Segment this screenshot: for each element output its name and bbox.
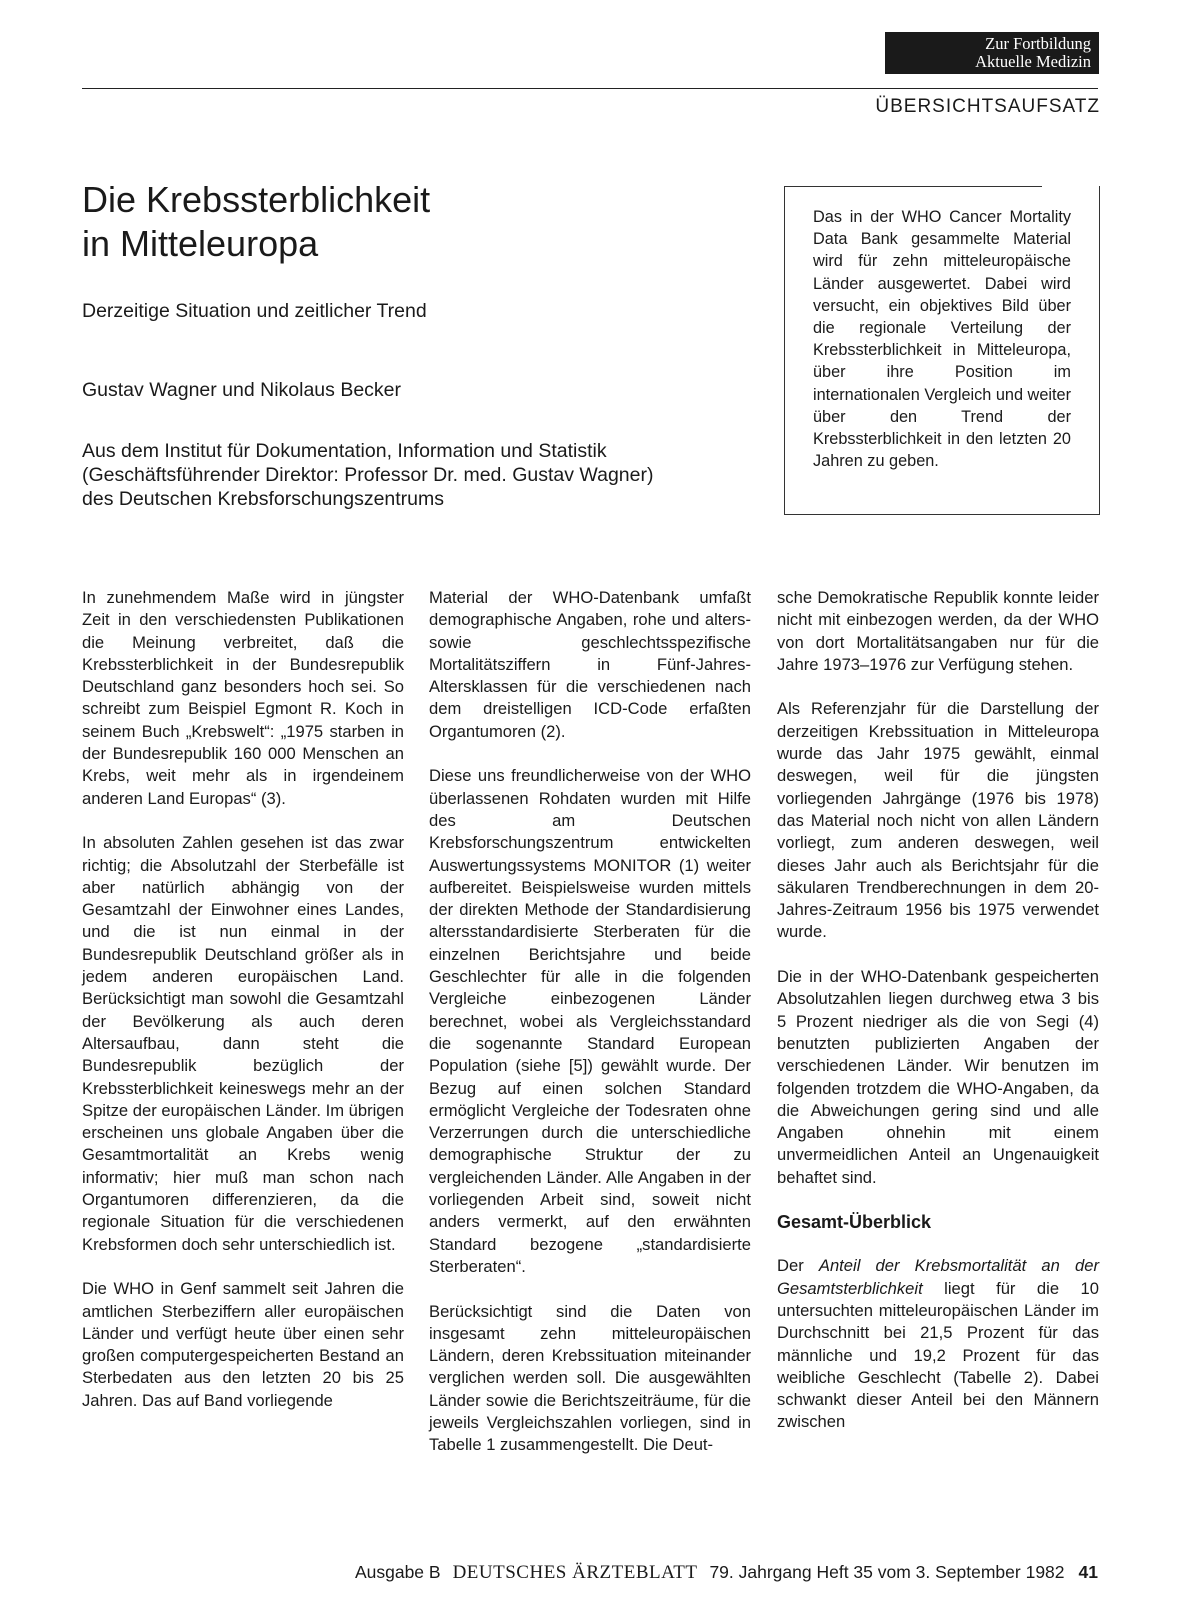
body-column-2 bbox=[429, 587, 751, 1479]
paragraph: Material der WHO-Datenbank umfaßt demographische Angaben, rohe und alters- sowie geschlechtsspezifische Mortalitätsziffern in Fünf-Jahres-Altersklassen für die verschiedenen nach dem dreistelligen ICD-Code erfaßten Organtumoren (2). bbox=[429, 588, 751, 741]
abstract-box bbox=[784, 186, 1100, 515]
title-line-2: in Mitteleuropa bbox=[82, 223, 319, 264]
abstract-bottom-rule bbox=[785, 514, 1099, 515]
article-authors: Gustav Wagner und Nikolaus Becker bbox=[82, 379, 402, 401]
body-column-1 bbox=[82, 587, 404, 1434]
paragraph: Berücksichtigt sind die Daten von insgesamt zehn mitteleuropäischen Ländern, deren Krebssituation miteinander verglichen werden soll. Die ausgewählten Länder sowie die Berichtszeiträume, für die jeweils Vergleichszahlen vorliegen, sind in Tabelle 1 zusammengestellt. Die Deut- bbox=[429, 1301, 751, 1455]
affiliation-line-1: Aus dem Institut für Dokumentation, Information und Statistik bbox=[82, 440, 607, 462]
body-column-3 bbox=[777, 587, 1099, 1456]
paragraph: Die in der WHO-Datenbank gespeicherten Absolutzahlen liegen durchweg etwa 3 bis 5 Prozent niedriger als die von Segi (4) benutzten publizierten Angaben der verschiedenen Länder. Wir benutzen im folgenden trotzdem die WHO-Angaben, da die Abweichungen gering sind und alle Angaben ohnehin mit einem unvermeidlichen Anteil an Ungenauigkeit behaftet sind. bbox=[777, 967, 1099, 1187]
footer-issue: 79. Jahrgang Heft 35 vom 3. September 1982 bbox=[709, 1562, 1065, 1582]
badge-line-2: Aktuelle Medizin bbox=[975, 52, 1091, 71]
paragraph: Die WHO in Genf sammelt seit Jahren die amtlichen Sterbeziffern aller europäischen Länder und verfügt heute über einen sehr großen computergespeicherten Bestand an Sterbedaten aus den letzten 20 bis 25 Jahren. Das auf Band vorliegende bbox=[82, 1279, 404, 1410]
page-footer bbox=[240, 1562, 1098, 1584]
text-run: liegt für die 10 untersuchten mitteleuropäischen Länder im Durchschnitt bei 21,5 Prozent für das männliche und 19,2 Prozent für das weibliche Geschlecht (Tabelle 2). Dabei schwankt dieser Anteil bei den Männern zwischen bbox=[777, 1278, 1099, 1432]
rubric-badge bbox=[885, 32, 1099, 74]
title-line-1: Die Krebssterblichkeit bbox=[82, 179, 431, 220]
affiliation-line-3: des Deutschen Krebsforschungszentrums bbox=[82, 488, 445, 510]
paragraph bbox=[777, 1255, 1099, 1433]
page-number: 41 bbox=[1078, 1562, 1098, 1582]
footer-journal-name: DEUTSCHES ÄRZTEBLATT bbox=[452, 1562, 698, 1583]
affiliation-line-2: (Geschäftsführender Direktor: Professor Dr. med. Gustav Wagner) bbox=[82, 464, 654, 486]
paragraph: sche Demokratische Republik konnte leider nicht mit einbezogen werden, da der WHO von dort Mortalitätsangaben nur für die Jahre 1973–1976 zur Verfügung stehen. bbox=[777, 588, 1099, 674]
badge-line-1: Zur Fortbildung bbox=[985, 34, 1091, 53]
section-label: ÜBERSICHTSAUFSATZ bbox=[875, 96, 1100, 117]
header-rule bbox=[82, 88, 1098, 89]
emphasis-text: Anteil der Krebsmortalität an der Gesamtsterblichkeit bbox=[777, 1256, 1099, 1298]
text-run: Der bbox=[777, 1256, 819, 1276]
abstract-top-rule bbox=[785, 186, 1042, 187]
paragraph: Diese uns freundlicherweise von der WHO überlassenen Rohdaten wurden mit Hilfe des am Deutschen Krebsforschungszentrum entwickelten Auswertungssystems MONITOR (1) weiter aufbereitet. Beispielsweise wurden mittels der direkten Methode der Standardisierung altersstandardisierte Sterberaten für die einzelnen Berichtsjahre und beide Geschlechter für alle in die folgenden Vergleiche einbezogenen Länder berechnet, wobei als Vergleichsstandard die sogenannte Standard European Population (siehe [5]) gewählt wurde. Der Bezug auf einen solchen Standard ermöglicht Vergleiche der Todesraten ohne Verzerrungen durch die unterschiedliche demographische Struktur der zu vergleichenden Länder. Alle Angaben in der vorliegenden Arbeit sind, soweit nicht anders vermerkt, auf den erwähnten Standard bezogene „standardisierte Sterberaten“. bbox=[429, 766, 751, 1276]
article-subtitle: Derzeitige Situation und zeitlicher Trend bbox=[82, 300, 427, 322]
section-heading: Gesamt-Überblick bbox=[777, 1212, 932, 1233]
article-title bbox=[82, 178, 682, 266]
paragraph: In zunehmendem Maße wird in jüngster Zeit in den verschiedensten Publikationen die Meinung verbreitet, daß die Krebssterblichkeit in der Bundesrepublik Deutschland ganz besonders hoch sei. So schreibt zum Beispiel Egmont R. Koch in seinem Buch „Krebswelt“: „1975 starben in der Bundesrepublik 160 000 Menschen an Krebs, weit mehr als in irgendeinem anderen Land Europas“ (3). bbox=[82, 588, 404, 808]
footer-edition: Ausgabe B bbox=[354, 1562, 441, 1582]
article-affiliation bbox=[82, 439, 742, 511]
abstract-text: Das in der WHO Cancer Mortality Data Bank gesammelte Material wird für zehn mitteleuropäische Länder ausgewertet. Dabei wird versucht, ein objektives Bild über die regionale Verteilung der Krebssterblichkeit in Mitteleuropa, über ihre Position im internationalen Vergleich und weiter über den Trend der Krebssterblichkeit in den letzten 20 Jahren zu geben. bbox=[813, 208, 1071, 471]
paragraph: In absoluten Zahlen gesehen ist das zwar richtig; die Absolutzahl der Sterbefälle ist aber natürlich abhängig von der Gesamtzahl der Einwohner eines Landes, und die ist nun einmal in der Bundesrepublik Deutschland größer als in jedem anderen europäischen Land. Berücksichtigt man sowohl die Gesamtzahl der Bevölkerung als auch deren Altersaufbau, dann steht die Bundesrepublik bezüglich der Krebssterblichkeit keineswegs mehr an der Spitze der europäischen Länder. Im übrigen erscheinen uns globale Angaben über die Gesamtmortalität an Krebs wenig informativ; hier muß man schon nach Organtumoren differenzieren, da die regionale Situation für die verschiedenen Krebsformen doch sehr unterschiedlich ist. bbox=[82, 833, 404, 1254]
paragraph: Als Referenzjahr für die Darstellung der derzeitigen Krebssituation in Mitteleuropa wurde das Jahr 1975 gewählt, einmal deswegen, weil für die jüngsten vorliegenden Jahrgänge (1976 bis 1978) das Material noch nicht von allen Ländern vorliegt, zum anderen deswegen, weil dieses Jahr auch als Berichtsjahr für die säkularen Trendberechnungen in dem 20-Jahres-Zeitraum 1956 bis 1975 verwendet wurde. bbox=[777, 699, 1099, 942]
